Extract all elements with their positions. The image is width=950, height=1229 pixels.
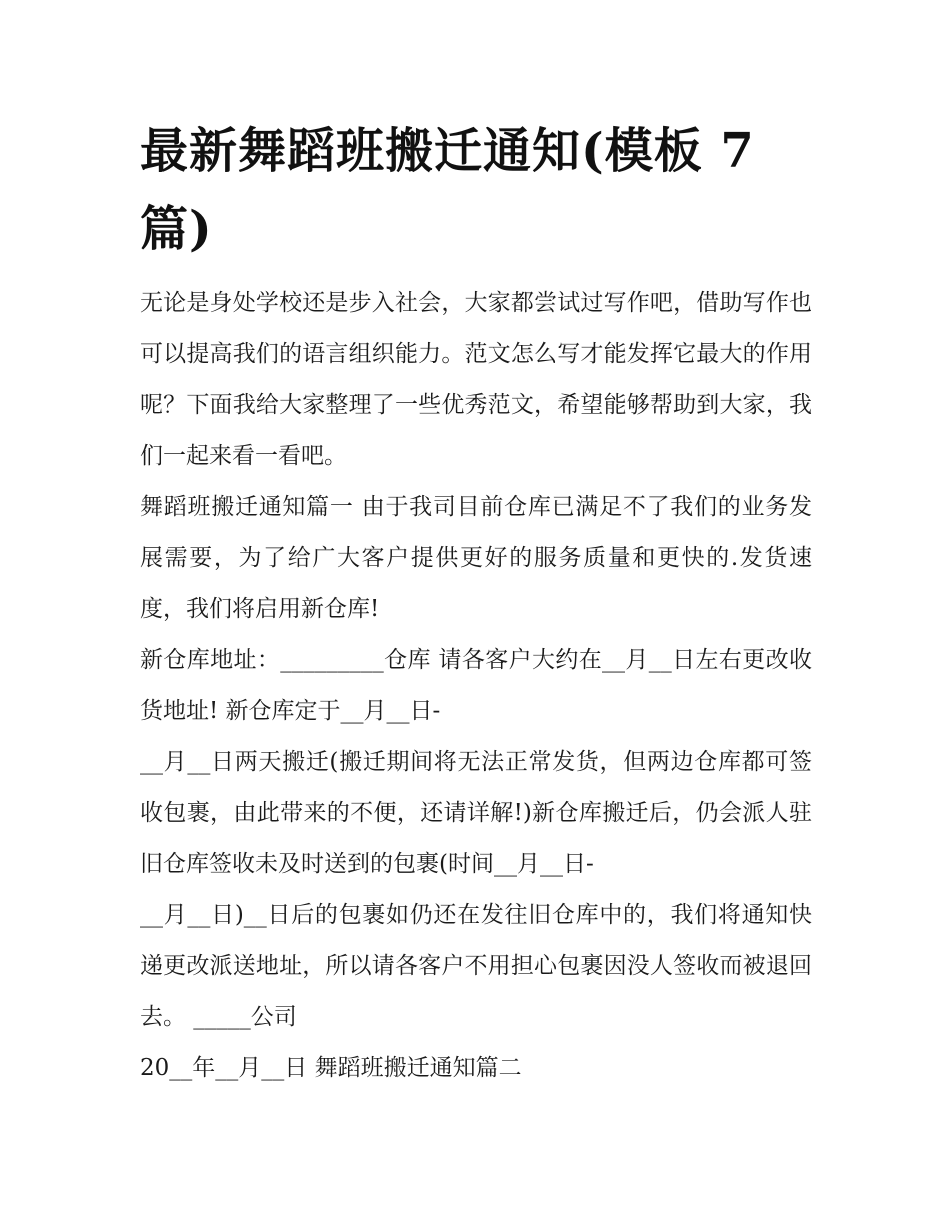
document-title: 最新舞蹈班搬迁通知(模板 7 篇) [140,123,755,257]
document-body [140,278,812,1094]
paragraph-intro: 无论是身处学校还是步入社会，大家都尝试过写作吧，借助写作也可以提高我们的语言组织能力。范文怎么写才能发挥它最大的作用呢？下面我给大家整理了一些优秀范文，希望能够帮助到大家，我们一起来看一看吧。 [140,290,812,469]
paragraph-new-address: 新仓库地址：_________仓库 请各客户大约在__月__日左右更改收货地址! 新仓库定于__月__日- [140,647,812,724]
paragraph-relocation-period: __月__日两天搬迁(搬迁期间将无法正常发货，但两边仓库都可签收包裹，由此带来的不便，还请详解!)新仓库搬迁后，仍会派人驻旧仓库签收未及时送到的包裹(时间__月__日- [140,749,812,877]
paragraph-after-relocation: __月__日)__日后的包裹如仍还在发往旧仓库中的，我们将通知快递更改派送地址，所以请各客户不用担心包裹因没人签收而被退回去。 _____公司 [140,902,812,1030]
paragraph-date-notice-two: 20__年__月__日 舞蹈班搬迁通知篇二 [140,1055,522,1081]
paragraph-notice-one: 舞蹈班搬迁通知篇一 由于我司目前仓库已满足不了我们的业务发展需要，为了给广大客户提供更好的服务质量和更快的.发货速度，我们将启用新仓库! [140,494,812,622]
